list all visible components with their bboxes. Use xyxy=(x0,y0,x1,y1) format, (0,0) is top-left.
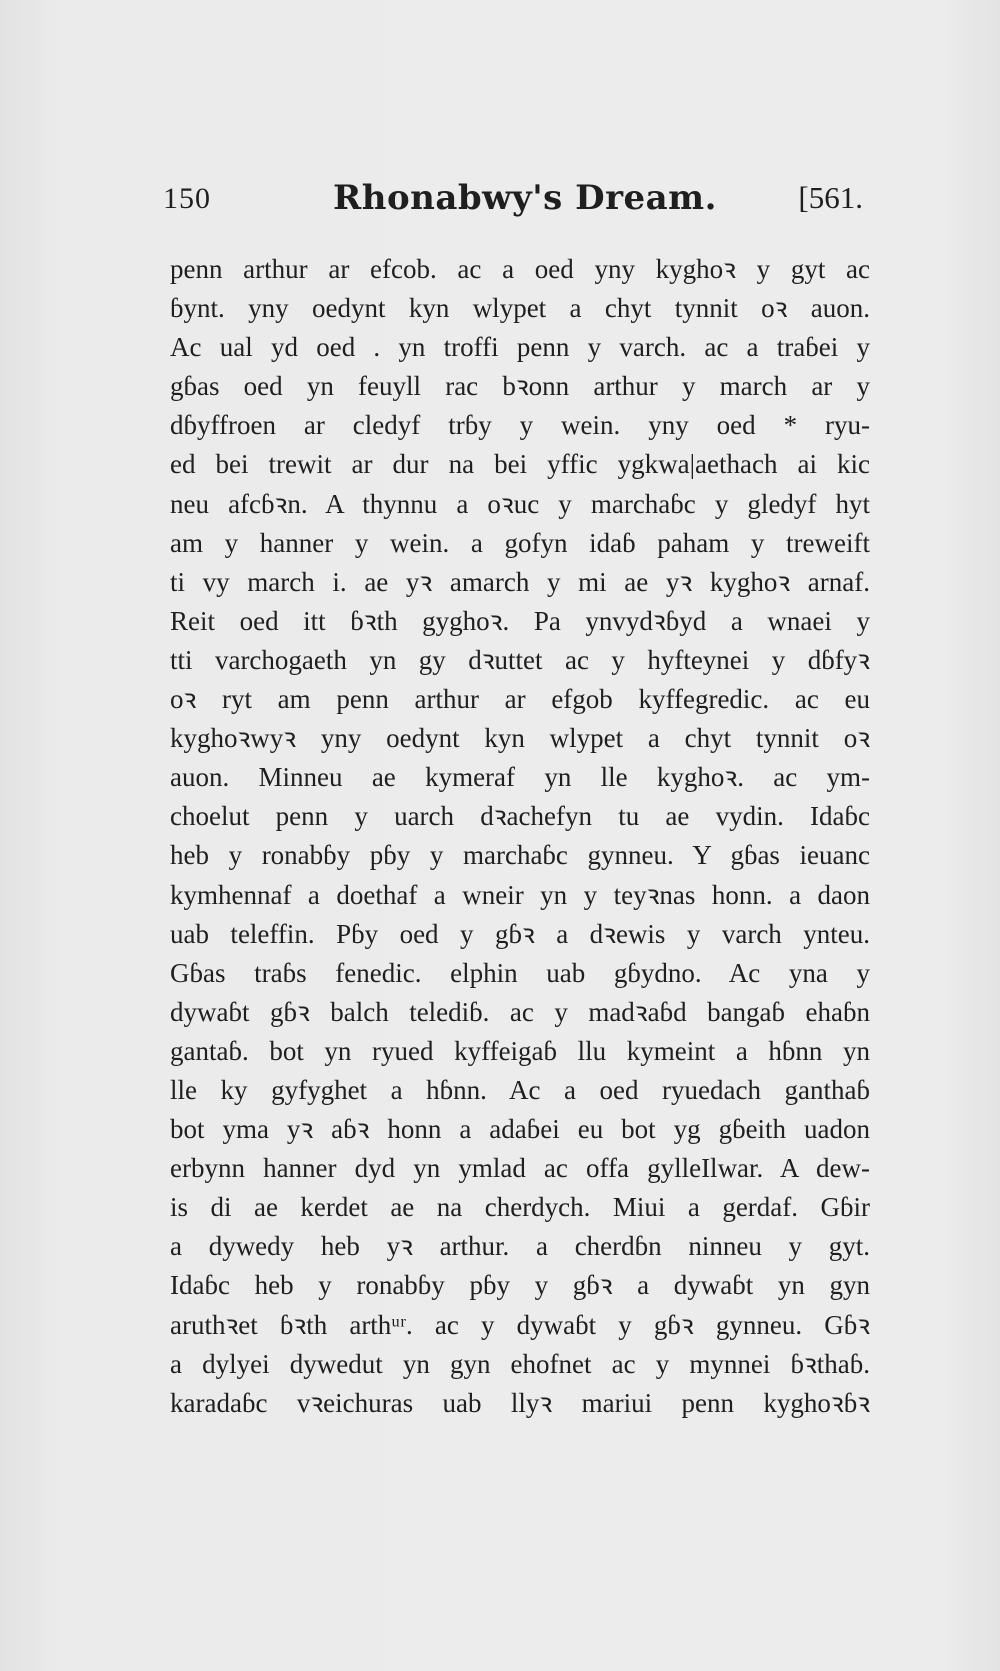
text-line: dywaɓt gɓꝛ balch telediɓ. ac y madꝛaɓd bangaɓ ehaɓn xyxy=(170,996,870,1027)
text-line: dɓyffroen ar cledyf trɓy y wein. yny oed * ryu- xyxy=(170,410,870,441)
text-line: gantaɓ. bot yn ryued kyffeigaɓ llu kymeint a hɓnn yn xyxy=(170,1035,870,1066)
text-line: Ac ual yd oed . yn troffi penn y varch. ac a traɓei y xyxy=(170,332,870,363)
text-line: uab teleffin. Pɓy oed y gɓꝛ a dꝛewis y varch ynteu. xyxy=(170,918,870,949)
text-line: bot yma yꝛ aɓꝛ honn a adaɓei eu bot yg gɓeith uadon xyxy=(170,1114,870,1145)
body-text xyxy=(170,250,870,1423)
text-line: kymhennaf a doethaf a wneir yn y teyꝛnas honn. a daon xyxy=(170,879,870,910)
text-line: penn arthur ar efcob. ac a oed yny kyghoꝛ y gyt ac xyxy=(170,254,870,284)
text-line: a dywedy heb yꝛ arthur. a cherdɓn ninneu y gyt. xyxy=(170,1231,870,1262)
text-line: kyghoꝛwyꝛ yny oedynt kyn wlypet a chyt tynnit oꝛ xyxy=(170,723,870,754)
text-line: a dylyei dywedut yn gyn ehofnet ac y mynnei ɓꝛthaɓ. xyxy=(170,1348,870,1379)
text-line: Idaɓc heb y ronabɓy pɓy y gɓꝛ a dywaɓt yn gyn xyxy=(170,1270,870,1301)
text-line: gɓas oed yn feuyll rac bꝛonn arthur y march ar y xyxy=(170,371,870,402)
text-line: erbynn hanner dyd yn ymlad ac offa gylleIlwar. A dew- xyxy=(170,1153,870,1184)
text-line: heb y ronabɓy pɓy y marchaɓc gynneu. Y gɓas ieuanc xyxy=(170,840,870,871)
text-line: auon. Minneu ae kymeraf yn lle kyghoꝛ. ac ym- xyxy=(170,762,870,793)
text-line: aruthꝛet ɓꝛth arthᵘʳ. ac y dywaɓt y gɓꝛ gynneu. Gɓꝛ xyxy=(170,1309,870,1340)
text-line: Gɓas traɓs fenedic. elphin uab gɓydno. Ac yna y xyxy=(170,957,870,988)
page-header xyxy=(163,180,863,230)
text-line: oꝛ ryt am penn arthur ar efgob kyffegredic. ac eu xyxy=(170,684,870,715)
text-line: ed bei trewit ar dur na bei yffic ygkwa|aethach ai kic xyxy=(170,449,870,480)
page-number: 150 xyxy=(163,182,211,215)
text-line: Reit oed itt ɓꝛth gyghoꝛ. Pa ynvydꝛɓyd a wnaei y xyxy=(170,605,870,636)
text-line: is di ae kerdet ae na cherdych. Miui a gerdaf. Gɓir xyxy=(170,1192,870,1223)
text-line: ɓynt. yny oedynt kyn wlypet a chyt tynnit oꝛ auon. xyxy=(170,293,870,324)
running-title: Rhonabwy's Dream. xyxy=(333,178,717,218)
folio-reference: [561. xyxy=(798,180,863,215)
text-line: neu afcɓꝛn. A thynnu a oꝛuc y marchaɓc y gledyf hyt xyxy=(170,488,870,519)
text-line: tti varchogaeth yn gy dꝛuttet ac y hyfteynei y dɓfyꝛ xyxy=(170,644,870,675)
text-line: lle ky gyfyghet a hɓnn. Ac a oed ryuedach ganthaɓ xyxy=(170,1074,870,1105)
text-line: ti vy march i. ae yꝛ amarch y mi ae yꝛ kyghoꝛ arnaf. xyxy=(170,566,870,597)
text-line: am y hanner y wein. a gofyn idaɓ paham y treweift xyxy=(170,527,870,558)
text-line: karadaɓc vꝛeichuras uab llyꝛ mariui penn kyghoꝛɓꝛ xyxy=(170,1387,870,1418)
text-line: choelut penn y uarch dꝛachefyn tu ae vydin. Idaɓc xyxy=(170,801,870,832)
